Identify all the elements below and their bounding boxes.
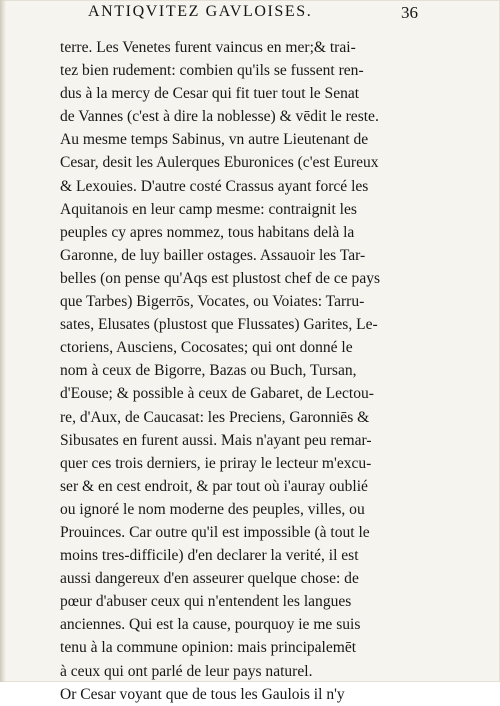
running-title: ANTIQVITEZ GAVLOISES. — [88, 3, 313, 20]
text-line: tenu à la commune opinion: mais principalemēt — [60, 639, 357, 657]
text-line: dus à la mercy de Cesar qui fit tuer tout le Senat — [60, 85, 360, 103]
text-line: ou ignoré le nom moderne des peuples, villes, ou — [60, 500, 365, 518]
text-line: Au mesme temps Sabinus, vn autre Lieutenant de — [60, 131, 369, 149]
text-line: pœur d'abuser ceux qui n'entendent les langues — [60, 593, 352, 611]
text-line: moins tres-difficile) d'en declarer la verité, il est — [60, 547, 359, 565]
text-line: Prouinces. Car outre qu'il est impossible (à tout le — [60, 523, 370, 541]
text-line: belles (on pense qu'Aqs est plustost chef de ce pays — [60, 269, 381, 287]
body-text — [60, 36, 381, 706]
text-line: Cesar, desit les Aulerques Eburonices (c'est Eureux — [60, 154, 379, 172]
text-line: aussi dangereux d'en asseurer quelque chose: de — [60, 570, 359, 588]
text-line: d'Eouse; & possible à ceux de Gabaret, de Lectou- — [60, 385, 374, 403]
text-line: Garonne, de luy bailler ostages. Assauoir les Tar- — [60, 246, 366, 264]
text-line: Or Cesar voyant que de tous les Gaulois il n'y — [60, 685, 345, 703]
text-line: Aquitanois en leur camp mesme: contraignit les — [60, 200, 357, 218]
text-line: re, d'Aux, de Caucasat: les Preciens, Garonniēs & — [60, 408, 370, 426]
gutter-shadow — [0, 0, 6, 682]
text-line: & Lexouies. D'autre costé Crassus ayant forcé les — [60, 177, 369, 195]
text-line: tez bien rudement: combien qu'ils se fussent ren- — [60, 62, 364, 80]
text-line: Sibusates en furent aussi. Mais n'ayant peu remar- — [60, 431, 372, 449]
text-line: ctoriens, Ausciens, Cocosates; qui ont donné le — [60, 339, 353, 357]
text-line: nom à ceux de Bigorre, Bazas ou Buch, Tursan, — [60, 362, 357, 380]
text-line: quer ces trois derniers, ie priray le lecteur m'excu- — [60, 454, 372, 472]
text-line: que Tarbes) Bigerrōs, Vocates, ou Voiates: Tarru- — [60, 293, 365, 311]
text-line: ser & en cest endroit, & par tout où i'auray oublié — [60, 477, 368, 495]
text-line: à ceux qui ont parlé de leur pays naturel. — [60, 662, 313, 680]
page-header — [88, 3, 418, 27]
text-line: anciennes. Qui est la cause, pourquoy ie me suis — [60, 616, 361, 634]
text-line: de Vannes (c'est à dire la noblesse) & vēdit le reste. — [60, 108, 379, 126]
page-number: 36 — [401, 3, 418, 22]
text-line: peuples cy apres nommez, tous habitans delà la — [60, 223, 355, 241]
text-line: terre. Les Venetes furent vaincus en mer;& trai- — [60, 39, 356, 56]
text-line: sates, Elusates (plustost que Flussates) Garites, Le- — [60, 316, 378, 334]
